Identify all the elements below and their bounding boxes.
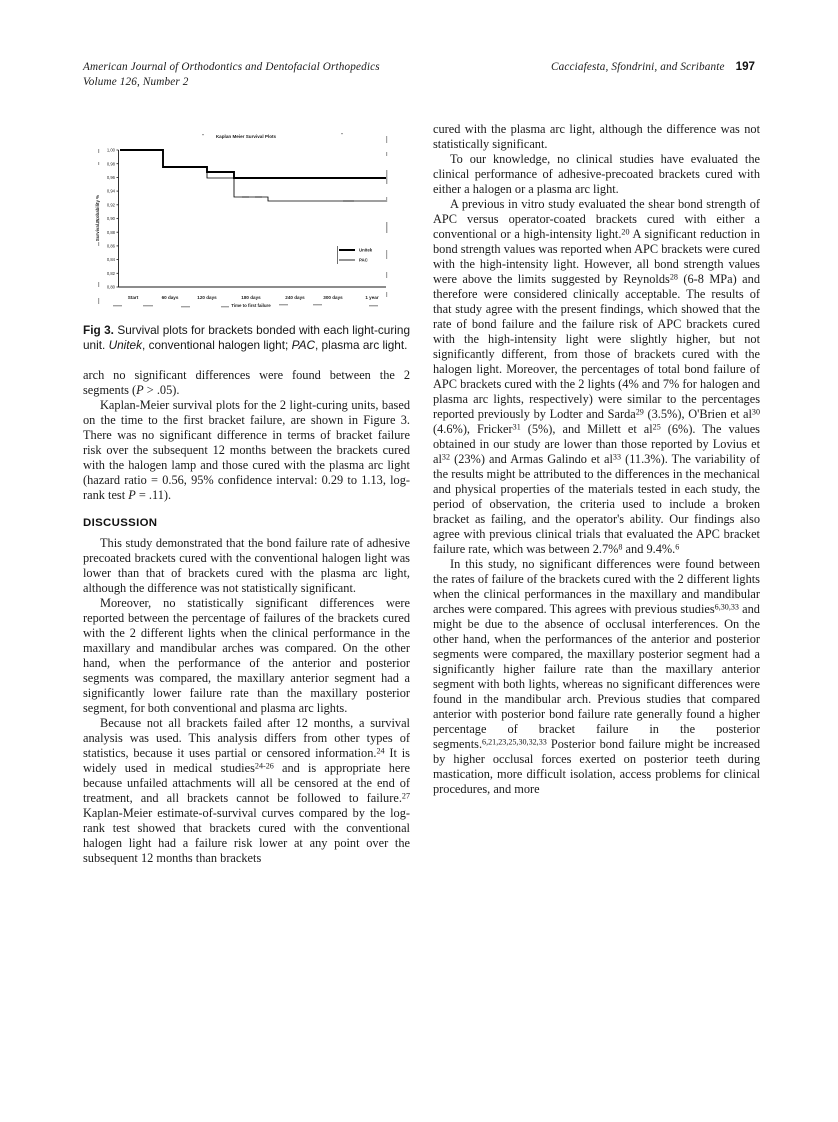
- paragraph-discussion-3: Because not all brackets failed after 12 months, a survival analysis was used. This analysis differs from other types of statistics, because it uses partial or censored information.$^{24}$ It is widely used in medical studies$^{24-26}$ and is appropriate here because unfailed attachments will all be censored at the end of treatment, and all brackets cannot be followed to failure.$^{27}$ Kaplan-Meier estimate-of-survival curves compared by the log-rank test showed that brackets cured with the conventional halogen light had a failure risk lower at any point over the subsequent 12 months than brackets: [83, 716, 411, 866]
- journal-name: American Journal of Orthodontics and Dentofacial Orthopedics: [83, 61, 380, 73]
- figure-label: Fig 3.: [83, 323, 114, 337]
- svg-text:0,86: 0,86: [106, 243, 115, 249]
- svg-text:240 days: 240 days: [285, 295, 305, 300]
- article-authors: Cacciafesta, Sfondrini, and Scribante: [550, 61, 725, 73]
- journal-title-block: [83, 60, 380, 90]
- paragraph-discussion-1: This study demonstrated that the bond failure rate of adhesive precoated brackets cured with the conventional halogen light was lower than that of brackets cured with the plasma arc light, although the difference was not statistically significant.: [83, 536, 410, 596]
- x-tick-labels: [128, 295, 379, 300]
- svg-text:Start: Start: [127, 295, 139, 300]
- svg-text:0,80: 0,80: [106, 284, 115, 290]
- page-number: 197: [735, 60, 755, 73]
- figure-caption-text: [83, 323, 410, 352]
- chart-title: Kaplan Meier Survival Plots: [215, 134, 277, 139]
- svg-text:0,96: 0,96: [106, 175, 115, 180]
- figure-3-image: [83, 122, 410, 312]
- svg-text:0,84: 0,84: [106, 257, 115, 263]
- caption-italic-pac: PAC: [291, 337, 315, 352]
- legend-label-pac: PAC: [359, 257, 368, 263]
- svg-text:0,82: 0,82: [106, 270, 115, 276]
- svg-text:0,90: 0,90: [106, 216, 115, 222]
- caption-segment-1: Survival plots for brackets bonded with each light-curing unit.: [83, 323, 411, 352]
- section-heading-discussion: DISCUSSION: [83, 517, 158, 530]
- journal-volume: Volume 126, Number 2: [83, 76, 189, 88]
- right-column: [433, 122, 760, 797]
- figure-3: [83, 122, 410, 352]
- figure-3-caption: [83, 323, 410, 352]
- svg-text:1,00: 1,00: [106, 147, 115, 153]
- svg-text:120 days: 120 days: [197, 295, 217, 300]
- left-column: [83, 122, 410, 866]
- svg-text:300 days: 300 days: [323, 295, 343, 300]
- paragraph-right-3: A previous in vitro study evaluated the shear bond strength of APC versus operator-coated brackets cured with either a conventional or a high-intensity light.$^{20}$ A significant reduction in bond strength values was reported when APC brackets were cured with the high-intensity light. However, all bond strength values were above the limits suggested by Reynolds$^{28}$ (6-8 MPa) and therefore were considered clinically acceptable. The results of that study agree with the present findings, which showed that the rate of bond failure and the failure risk of APC brackets cured with the high-intensity light were slightly higher, but not significantly different, from those of brackets cured with the halogen light. Moreover, the percentages of total bond failure of APC brackets cured with the 2 lights (4% and 7% for halogen and plasma arc lights, respectively) were similar to the percentages reported previously by Lodter and Sarda$^{29}$ (3.5%), O'Brien et $al^{30}$ (4.6%), Fricker$^{31}$ (5%), and Millett et $al^{25}$ (6%). The values obtained in our study are lower than those reported by Lovius et $al^{32}$ (23%) and Armas Galindo et $al^{33}$ (11.3%). The variability of the results might be attributed to the differences in the mechanical and physical properties of the materials tested in each study, the period of observation, the criteria used to include a broken bracket as failing, and the operator's ability. Our findings also agree with previous clinical trials that evaluated the APC bracket failure rate, which was between 2.7%$^8$ and 9.4%.$^6$: [433, 197, 761, 556]
- paragraph-continued: arch no significant differences were found between the 2 segments (P > .05).: [83, 368, 410, 398]
- paragraph-right-4: In this study, no significant differences were found between the rates of failure of the brackets cured with the 2 different lights when the clinical performances in the maxillary and mandibular arches were compared. This agrees with previous studies$^{6,30,33}$ and might be due to the absence of occlusal interferences. On the other hand, when the performances of the anterior and posterior segments were compared, the maxillary posterior segment had a significantly higher failure rate than the maxillary anterior segment with both lights, whereas no significant differences were found in the mandibular arch. Previous studies that compared anterior with posterior bond failure rate generally found a higher percentage of bracket failure in the posterior segments.$^{6,21,23,25,30,32,33}$ Posterior bond failure might be increased by higher occlusal forces exerted on posterior teeth during mastication, more difficult isolation, access problems for clinical procedures, and more: [433, 557, 760, 796]
- svg-text:0,88: 0,88: [106, 229, 115, 235]
- running-head: [83, 60, 755, 90]
- left-column-body: [83, 368, 410, 866]
- svg-text:1 year: 1 year: [365, 295, 379, 300]
- paragraph-right-1: cured with the plasma arc light, although the difference was not statistically significant.: [433, 122, 760, 151]
- paragraph-discussion-2: Moreover, no statistically significant differences were reported between the percentage of failures of the brackets cured with the 2 different lights when the clinical performance in the maxillary and mandibular arches was compared. On the other hand, when the performance of the anterior and posterior segments was compared, the maxillary anterior segment had a significantly lower failure rate than the maxillary posterior segment, for both conventional and plasma arc lights.: [83, 596, 410, 716]
- svg-text:0,98: 0,98: [106, 161, 115, 167]
- caption-italic-unitek: Unitek: [108, 337, 143, 352]
- svg-text:0,94: 0,94: [106, 188, 115, 194]
- legend-label-unitek: Unitek: [359, 247, 373, 253]
- svg-text:0,92: 0,92: [106, 202, 115, 208]
- paragraph-right-2: To our knowledge, no clinical studies have evaluated the clinical performance of adhesive-precoated brackets cured with either a halogen or a plasma arc light.: [433, 152, 760, 196]
- caption-segment-2: , conventional halogen light;: [142, 337, 292, 352]
- paragraph-kaplan-meier: Kaplan-Meier survival plots for the 2 light-curing units, based on the time to the first bracket failure, are shown in Figure 3. There was no significant difference in terms of bracket failure risk over the subsequent 12 months between the brackets cured with the halogen lamp and those cured with the plasma arc light (hazard ratio = 0.56, 95% confidence interval: 0.29 to 1.13, log-rank test P = .11).: [83, 398, 410, 503]
- caption-segment-3: , plasma arc light.: [314, 337, 408, 352]
- svg-text:180 days: 180 days: [241, 295, 261, 300]
- y-axis-label: Survival Probability %: [95, 194, 100, 242]
- running-head-right: [551, 60, 755, 73]
- x-axis-label: Time to first failure: [231, 303, 271, 308]
- svg-text:60 days: 60 days: [161, 295, 179, 300]
- kaplan-meier-survival-chart: [83, 122, 410, 312]
